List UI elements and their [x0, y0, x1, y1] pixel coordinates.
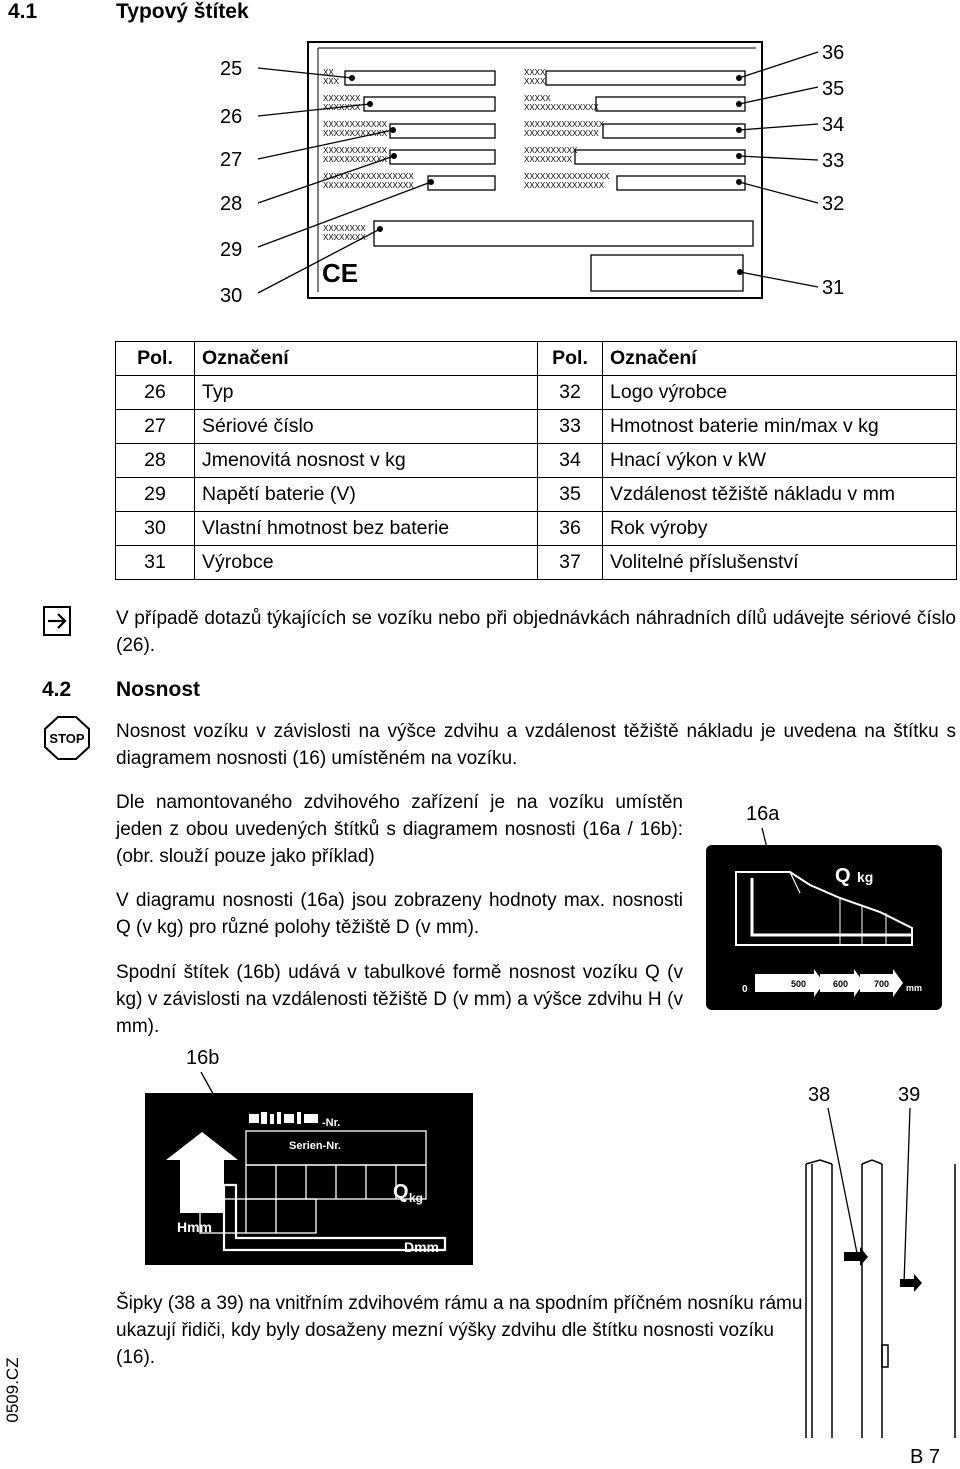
plate-field-l1a: XXXXXXX [323, 94, 361, 103]
callout-36: 36 [822, 42, 845, 64]
callout-31: 31 [822, 277, 845, 299]
plate-field-l1b: XXXXXXX [323, 103, 361, 112]
scale-600: 600 [833, 979, 849, 989]
callout-34: 34 [822, 114, 845, 136]
legend-header-pol-1: Pol. [116, 342, 195, 376]
callout-35: 35 [822, 78, 845, 100]
callout-26: 26 [220, 106, 243, 128]
legend-row [116, 546, 957, 580]
plate-field-l5a: XXXXXXXX [323, 224, 366, 233]
plate-field-l4a: XXXXXXXXXXXXXXXXX [323, 172, 414, 181]
plate-field-r3a: XXXXXXXXXX [524, 146, 578, 155]
legend-header-oznaceni-2: Označení [603, 342, 957, 376]
legend-cell: 29 [116, 478, 195, 512]
figure-16b-hmm: Hmm [177, 1219, 213, 1235]
callout-29: 29 [220, 239, 243, 261]
plate-field-r1b: XXXXXXXXXXXXXX [524, 103, 599, 112]
arrow-39 [900, 1274, 922, 1292]
legend-cell: Hmotnost baterie min/max v kg [603, 410, 957, 444]
figure-16b [140, 1045, 480, 1270]
legend-cell: Vzdálenost těžiště nákladu v mm [603, 478, 957, 512]
figure-16a-label: 16a [746, 803, 780, 825]
section-title-capacity: Nosnost [116, 678, 200, 701]
label-38: 38 [808, 1084, 831, 1106]
legend-cell: Logo výrobce [603, 376, 957, 410]
scale-zero: 0 [742, 984, 748, 995]
mast-channels [806, 1160, 955, 1438]
legend-cell: 35 [538, 478, 603, 512]
figure-16a-q: Q [835, 865, 851, 887]
plate-field-l4b: XXXXXXXXXXXXXXXXX [323, 181, 414, 190]
plate-field-r4b: XXXXXXXXXXXXXXX [524, 181, 605, 190]
type-plate-figure [200, 36, 860, 304]
legend-cell: Volitelné příslušenství [603, 546, 957, 580]
legend-cell: 28 [116, 444, 195, 478]
legend-cell: Jmenovitá nosnost v kg [195, 444, 538, 478]
figure-16a-qkg: kg [857, 869, 874, 885]
legend-cell: Typ [195, 376, 538, 410]
label-39: 39 [898, 1084, 921, 1106]
legend-cell: 36 [538, 512, 603, 546]
figure-16b-serien: Serien-Nr. [289, 1140, 341, 1152]
legend-row [116, 376, 957, 410]
legend-cell: Hnací výkon v kW [603, 444, 957, 478]
scale-unit: mm [906, 983, 923, 993]
stop-label: STOP [49, 731, 85, 746]
legend-header-pol-2: Pol. [538, 342, 603, 376]
paragraph-capacity-plate: Nosnost vozíku v závislosti na výšce zdvihu a vzdálenost těžiště nákladu je uvedena na štítku s diagramem nosnosti (16) umístěném na vozíku. [116, 721, 956, 769]
legend-row [116, 478, 957, 512]
legend-cell: 31 [116, 546, 195, 580]
legend-cell: 30 [116, 512, 195, 546]
legend-header-oznaceni-1: Označení [195, 342, 538, 376]
legend-cell: 33 [538, 410, 603, 444]
page-number: B 7 [910, 1446, 941, 1468]
plate-field-r2b: XXXXXXXXXXXXXX [524, 129, 599, 138]
callout-32: 32 [822, 193, 845, 215]
legend-cell: Výrobce [195, 546, 538, 580]
callout-28: 28 [220, 193, 243, 215]
note-arrow-icon [43, 606, 71, 636]
plate-field-l3a: XXXXXXXXXXXX [323, 146, 388, 155]
callout-30: 30 [220, 285, 243, 304]
paragraph-diagram-16a: V diagramu nosnosti (16a) jsou zobrazeny hodnoty max. nosnosti Q (v kg) pro různé polohy těžiště D (v mm). [116, 890, 683, 938]
plate-field-r0a: XXXX [524, 68, 546, 77]
callout-25: 25 [220, 58, 243, 80]
legend-cell: 37 [538, 546, 603, 580]
legend-cell: 34 [538, 444, 603, 478]
plate-field-r4a: XXXXXXXXXXXXXXXX [524, 172, 610, 181]
plate-right-callouts [822, 42, 844, 299]
legend-table [115, 341, 957, 580]
figure-16b-dmm: Dmm [404, 1239, 440, 1255]
legend-cell: Sériové číslo [195, 410, 538, 444]
section-number-4-2: 4.2 [42, 678, 72, 701]
plate-field-l2b: XXXXXXXXXXXX [323, 129, 388, 138]
legend-row [116, 512, 957, 546]
plate-field-l2a: XXXXXXXXXXXX [323, 120, 388, 129]
plate-field-r3b: XXXXXXXXX [524, 155, 573, 164]
plate-field-r2a: XXXXXXXXXXXXXXX [524, 120, 605, 129]
stop-sign-icon [44, 716, 90, 760]
paragraph-plate-variants: Dle namontovaného zdvihového zařízení je na vozíku umístěn jeden z obou uvedených štítků s diagramem nosnosti (16a / 16b): (obr. slouží pouze jako příklad) [116, 792, 683, 867]
paragraph-mast-arrows: Šipky (38 a 39) na vnitřním zdvihovém rámu a na spodním příčném nosníku rámu ukazují řidiči, kdy byly dosaženy mezní výšky zdvihu dle štítku nosnosti vozíku (16). [116, 1293, 803, 1368]
legend-cell: Vlastní hmotnost bez baterie [195, 512, 538, 546]
legend-cell: 27 [116, 410, 195, 444]
scale-500: 500 [791, 979, 807, 989]
mast-arrows-figure [790, 1080, 960, 1442]
plate-field-r1a: XXXXX [524, 94, 551, 103]
legend-row [116, 444, 957, 478]
note-serial-number: V případě dotazů týkajících se vozíku nebo při objednávkách náhradních dílů udávejte sériové číslo (26). [116, 608, 956, 656]
legend-row [116, 410, 957, 444]
figure-16b-qkg: kg [409, 1191, 424, 1205]
legend-cell: Napětí baterie (V) [195, 478, 538, 512]
scale-700: 700 [874, 979, 890, 989]
plate-field-l3b: XXXXXXXXXXXX [323, 155, 388, 164]
legend-cell: 32 [538, 376, 603, 410]
plate-field-r0b: XXXX [524, 77, 546, 86]
paragraph-table-16b: Spodní štítek (16b) udává v tabulkové formě nosnost vozíku Q (v kg) v závislosti na vzdálenosti těžiště D (v mm) a výšce zdvihu H (v mm). [116, 962, 683, 1037]
plate-left-callouts [220, 58, 242, 304]
callout-33: 33 [822, 150, 845, 172]
document-code: 0509.CZ [3, 1357, 22, 1423]
figure-16a [700, 800, 950, 1015]
legend-header-row [116, 342, 957, 376]
plate-field-l0b: XXX [323, 77, 340, 86]
figure-16b-label: 16b [186, 1047, 220, 1069]
section-number-4-1: 4.1 [8, 0, 38, 23]
section-title-type-plate: Typový štítek [116, 0, 249, 23]
plate-field-l5b: XXXXXXXX [323, 233, 366, 242]
figure-16b-q: Q [393, 1181, 409, 1203]
plate-field-l0a: XX [323, 68, 334, 77]
figure-16b-nr: -Nr. [322, 1117, 341, 1129]
legend-cell: Rok výroby [603, 512, 957, 546]
callout-27: 27 [220, 149, 243, 171]
legend-cell: 26 [116, 376, 195, 410]
ce-mark: CE [322, 258, 359, 288]
